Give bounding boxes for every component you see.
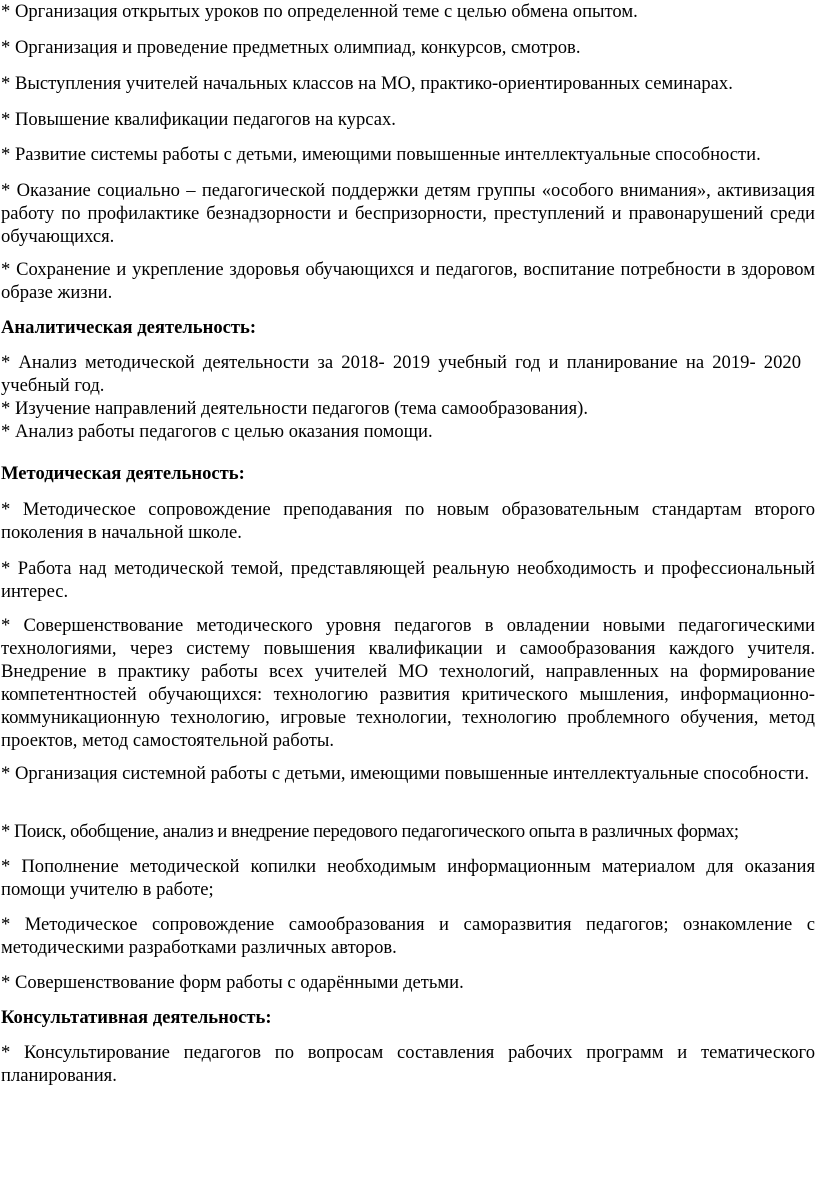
list-item: * Совершенствование методического уровня педагогов в овладении новыми педагогическими технологиями, через систему повышения квалификации и самообразования каждого учителя. Внедрение в практику работы всех учителей МО технологий, направленных на формирование компетентностей обучающихся: технологию развития критического мышления, информационно-коммуникационную технологию, игровые технологии, технологию проблемного обучения, метод проектов, метод самостоятельной работы. [1, 615, 815, 751]
list-item: * Совершенствование форм работы с одарёнными детьми. [1, 972, 464, 993]
list-item: * Выступления учителей начальных классов на МО, практико-ориентированных семинарах. [1, 73, 733, 94]
list-item: * Анализ методической деятельности за 2018- 2019 учебный год и планирование на 2019- 2020 учебный год. [1, 352, 801, 396]
section-heading-analytic: Аналитическая деятельность: [1, 317, 257, 338]
list-item: * Оказание социально – педагогической поддержки детям группы «особого внимания», активизация работу по профилактике безнадзорности и беспризорности, преступлений и правонарушений среди обучающихся. [1, 180, 815, 247]
list-item: * Развитие системы работы с детьми, имеющими повышенные интеллектуальные способности. [1, 144, 761, 165]
list-item: * Сохранение и укрепление здоровья обучающихся и педагогов, воспитание потребности в здоровом образе жизни. [1, 259, 815, 303]
list-item: * Повышение квалификации педагогов на курсах. [1, 109, 396, 130]
list-item: * Организация открытых уроков по определенной теме с целью обмена опытом. [1, 1, 638, 22]
list-item: * Методическое сопровождение преподавания по новым образовательным стандартам второго поколения в начальной школе. [1, 499, 815, 543]
list-item: * Работа над методической темой, представляющей реальную необходимость и профессиональный интерес. [1, 558, 815, 602]
section-heading-methodic: Методическая деятельность: [1, 463, 245, 484]
list-item: * Изучение направлений деятельности педагогов (тема самообразования). [1, 398, 588, 419]
list-item: * Анализ работы педагогов с целью оказания помощи. [1, 421, 433, 442]
list-item: * Организация системной работы с детьми, имеющими повышенные интеллектуальные способности. [1, 763, 810, 784]
list-item: * Организация и проведение предметных олимпиад, конкурсов, смотров. [1, 37, 581, 58]
list-item: * Поиск, обобщение, анализ и внедрение передового педагогического опыта в различных формах; [1, 821, 739, 842]
list-item: * Методическое сопровождение самообразования и саморазвития педагогов; ознакомление с методическими разработками различных авторов. [1, 914, 815, 958]
list-item: * Консультирование педагогов по вопросам составления рабочих программ и тематического планирования. [1, 1042, 815, 1086]
list-item: * Пополнение методической копилки необходимым информационным материалом для оказания помощи учителю в работе; [1, 856, 815, 900]
section-heading-consult: Консультативная деятельность: [1, 1007, 272, 1028]
